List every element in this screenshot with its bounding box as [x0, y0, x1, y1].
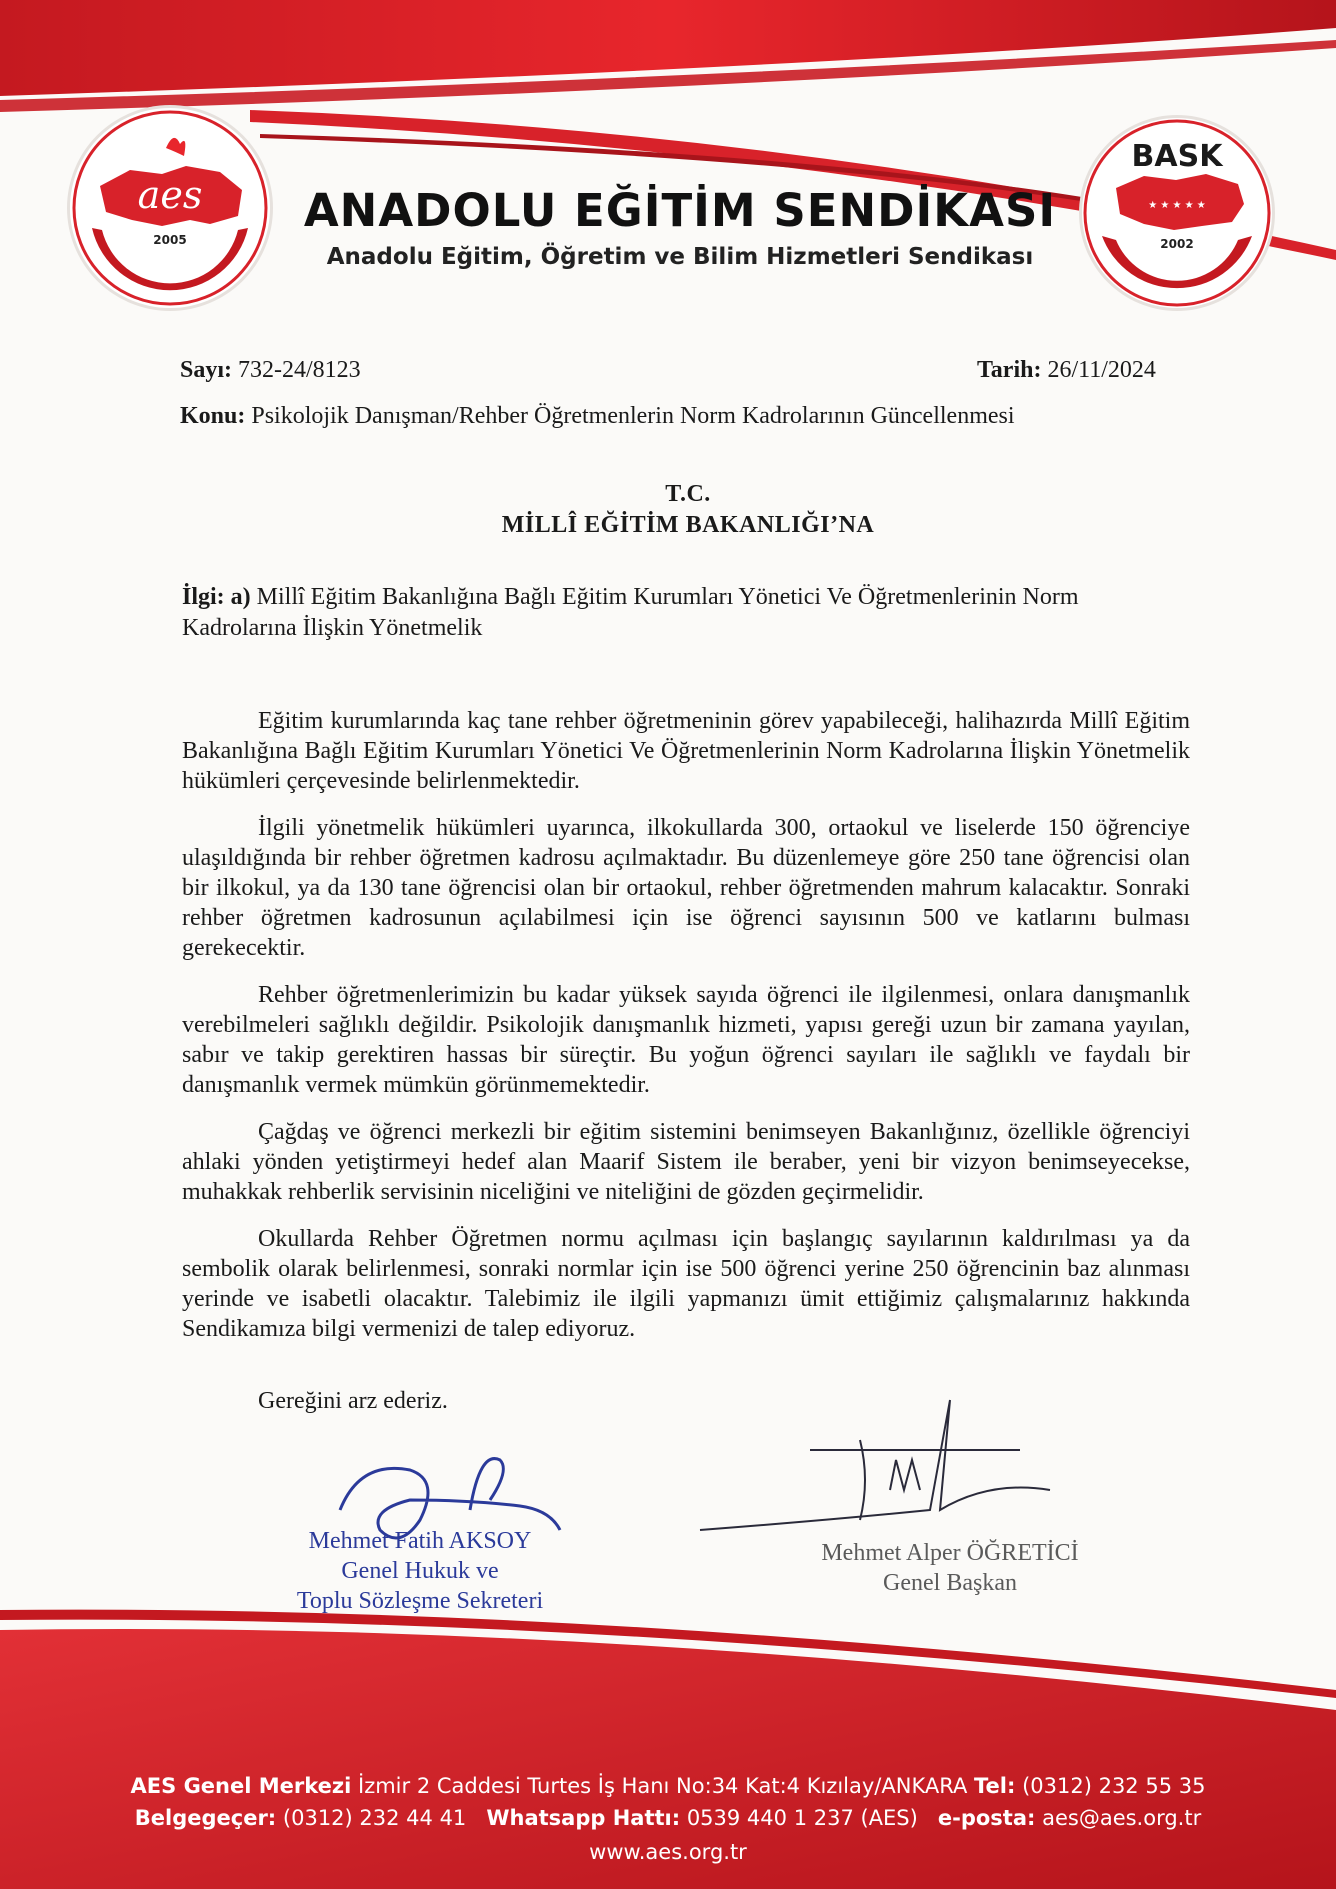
org-subtitle: Anadolu Eğitim, Öğretim ve Bilim Hizmetleri Sendikası [326, 244, 1034, 270]
recipient-line2: MİLLÎ EĞİTİM BAKANLIĞI’NA [501, 512, 875, 538]
konu-value: Psikolojik Danışman/Rehber Öğretmenlerin Norm Kadrolarının Güncellenmesi [251, 403, 1015, 429]
svg-text:aes: aes [137, 173, 203, 217]
aes-logo [70, 108, 270, 308]
bask-logo [1082, 118, 1272, 308]
closing-text: Gereğini arz ederiz. [258, 1388, 448, 1414]
paragraph-1: Eğitim kurumlarında kaç tane rehber öğretmeninin görev yapabileceği, halihazırda Millî Eğitim Bakanlığına Bağlı Eğitim Kurumları Yönetici Ve Öğretmenlerinin Norm Kadrolarına İlişkin Yönetmelik hükümleri çerçevesinde belirlenmektedir. [182, 708, 1190, 794]
paragraph-2: İlgili yönetmelik hükümleri uyarınca, ilkokullarda 300, ortaokul ve liselerde 150 öğrenciye ulaşıldığında bir rehber öğretmen kadrosu açılmaktadır. Bu düzenlemeye göre 250 tane öğrencisi olan bir ilkokul, ya da 130 tane öğrencisi olan bir ortaokul, rehber öğretmenden mahrum kalacaktır. Sonraki rehber öğretmen kadrosunun açılabilmesi için ise öğrenci sayısının 500 ve katlarını bulması gerekecektir. [182, 815, 1190, 961]
footer-website[interactable]: www.aes.org.tr [589, 1840, 747, 1864]
footer-email-label: e-posta: [937, 1806, 1036, 1830]
tarih-line [977, 357, 1156, 384]
letter-body [182, 706, 1190, 1361]
signatory-right-title1: Genel Başkan [883, 1570, 1017, 1596]
signatory-left-title2: Toplu Sözleşme Sekreteri [296, 1588, 544, 1614]
svg-text:★ ★ ★ ★ ★: ★ ★ ★ ★ ★ [1148, 200, 1206, 211]
svg-text:BASK: BASK [1131, 139, 1223, 174]
footer-fax-value: (0312) 232 44 41 [282, 1806, 467, 1830]
bask-logo-year: 2002 [1160, 237, 1194, 251]
footer-tel-label: Tel: [974, 1774, 1016, 1798]
tarih-label: Tarih: [977, 357, 1042, 383]
footer-line2 [0, 1806, 1336, 1830]
ilgi-text: Millî Eğitim Bakanlığına Bağlı Eğitim Kurumları Yönetici Ve Öğretmenlerinin Norm Kadrolarına İlişkin Yönetmelik [182, 584, 1079, 641]
footer-whatsapp-value: 0539 440 1 237 (AES) [686, 1806, 918, 1830]
paragraph-5: Okullarda Rehber Öğretmen normu açılması için başlangıç sayılarının kaldırılması ya da sembolik olarak belirlenmesi, sonraki normlar için ise 500 öğrenci yerine 250 öğrencinin baz alınması yerinde ve isabetli olacaktır. Talebimiz ile ilgili yapmanızı ümit ettiğimiz çalışmalarınız hakkında Sendikamıza bilgi vermenizi de talep ediyoruz. [182, 1226, 1190, 1342]
footer-fax-label: Belgegeçer: [134, 1806, 277, 1830]
aes-logo-year: 2005 [153, 233, 187, 247]
tarih-value: 26/11/2024 [1047, 357, 1156, 383]
signatory-left-name: Mehmet Fatih AKSOY [308, 1528, 532, 1554]
ilgi-label: İlgi: a) [182, 584, 251, 610]
org-name: ANADOLU EĞİTİM SENDİKASI [303, 184, 1057, 237]
konu-label: Konu: [180, 403, 246, 429]
footer-line1 [0, 1774, 1336, 1798]
footer-tel-value: (0312) 232 55 35 [1022, 1774, 1206, 1798]
recipient-line1: T.C. [665, 481, 711, 507]
signatory-left-title1: Genel Hukuk ve [341, 1558, 499, 1584]
paragraph-4: Çağdaş ve öğrenci merkezli bir eğitim sistemini benimseyen Bakanlığınız, özellikle öğrenciyi ahlaki yönden yetiştirmeyi hedef alan Maarif Sistem ile beraber, yeni bir vizyon benimseyecekse, muhakkak rehberlik servisinin niceliğini ve niteliğini de gözden geçirmelidir. [182, 1119, 1190, 1205]
footer-hq-label: AES Genel Merkezi [130, 1774, 352, 1798]
sayi-label: Sayı: [180, 357, 233, 383]
sayi-line [180, 357, 361, 384]
paragraph-3: Rehber öğretmenlerimizin bu kadar yüksek sayıda öğrenci ile ilgilenmesi, onlara danışmanlık verebilmeleri sağlıklı değildir. Psikolojik danışmanlık hizmeti, yapısı gereği uzun bir zamana yayılan, sabır ve takip gerektiren hassas bir süreçtir. Bu yoğun öğrenci sayıları ile sağlıklı ve faydalı bir danışmanlık vermek mümkün görünmemektedir. [182, 982, 1190, 1098]
footer-email-value[interactable]: aes@aes.org.tr [1042, 1806, 1202, 1830]
signature-right [780, 1538, 1120, 1598]
footer-whatsapp-label: Whatsapp Hattı: [486, 1806, 681, 1830]
signatory-right-name: Mehmet Alper ÖĞRETİCİ [821, 1540, 1079, 1566]
sayi-value: 732-24/8123 [238, 357, 361, 383]
konu-line [180, 403, 1015, 430]
ilgi-block [182, 582, 1190, 644]
footer-hq-address: İzmir 2 Caddesi Turtes İş Hanı No:34 Kat:4 Kızılay/ANKARA [358, 1774, 968, 1798]
